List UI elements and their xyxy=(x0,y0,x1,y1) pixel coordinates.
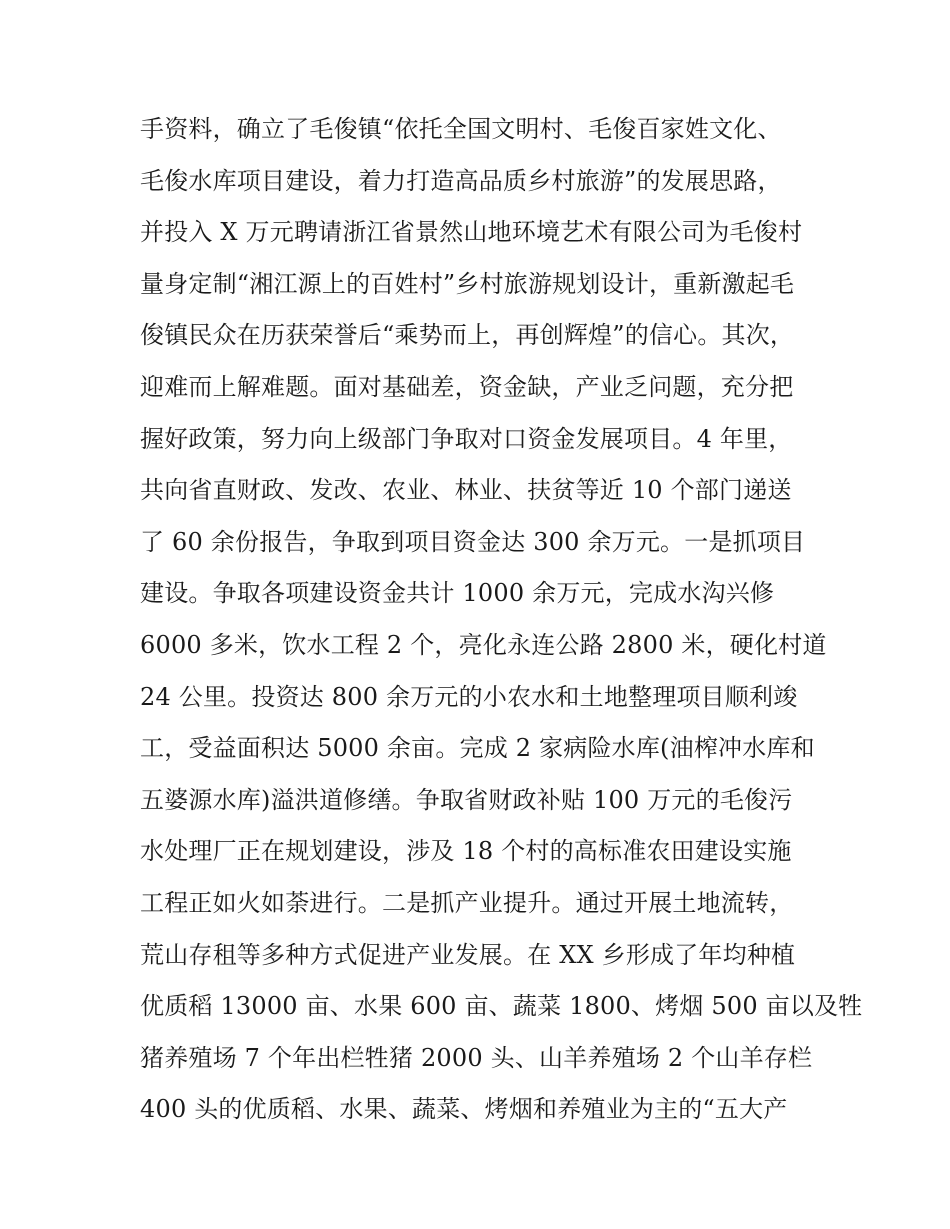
text-line-13: 工，受益面积达 5000 余亩。完成 2 家病险水库(油榨冲水库和 xyxy=(140,734,815,763)
text-line-9: 了 60 余份报告，争取到项目资金达 300 余万元。一是抓项目 xyxy=(140,527,806,556)
text-line-16: 工程正如火如荼进行。二是抓产业提升。通过开展土地流转， xyxy=(140,888,794,917)
text-line-7: 握好政策，努力向上级部门争取对口资金发展项目。4 年里， xyxy=(140,424,793,453)
body-text xyxy=(140,104,863,1136)
text-line-17: 荒山存租等多种方式促进产业发展。在 XX 乡形成了年均种植 xyxy=(140,940,796,969)
text-line-18: 优质稻 13000 亩、水果 600 亩、蔬菜 1800、烤烟 500 亩以及牲 xyxy=(140,992,863,1021)
text-line-8: 共向省直财政、发改、农业、林业、扶贫等近 10 个部门递送 xyxy=(140,476,792,505)
text-line-2: 毛俊水库项目建设，着力打造高品质乡村旅游”的发展思路， xyxy=(140,166,782,195)
text-line-14: 五婆源水库)溢洪道修缮。争取省财政补贴 100 万元的毛俊污 xyxy=(140,785,793,814)
text-line-11: 6000 多米，饮水工程 2 个，亮化永连公路 2800 米，硬化村道 xyxy=(140,630,827,659)
text-line-12: 24 公里。投资达 800 余万元的小农水和土地整理项目顺利竣 xyxy=(140,682,798,711)
text-line-20: 400 头的优质稻、水果、蔬菜、烤烟和养殖业为主的“五大产 xyxy=(140,1095,788,1124)
text-line-19: 猪养殖场 7 个年出栏牲猪 2000 头、山羊养殖场 2 个山羊存栏 xyxy=(140,1043,813,1072)
text-line-15: 水处理厂正在规划建设，涉及 18 个村的高标准农田建设实施 xyxy=(140,837,792,866)
text-line-6: 迎难而上解难题。面对基础差，资金缺，产业乏问题，充分把 xyxy=(140,372,794,401)
text-line-5: 俊镇民众在历获荣誉后“乘势而上，再创辉煌”的信心。其次， xyxy=(140,321,795,350)
text-line-3: 并投入 X 万元聘请浙江省景然山地环境艺术有限公司为毛俊村 xyxy=(140,218,803,247)
text-line-10: 建设。争取各项建设资金共计 1000 余万元，完成水沟兴修 xyxy=(140,579,775,608)
text-line-1: 手资料，确立了毛俊镇“依托全国文明村、毛俊百家姓文化、 xyxy=(140,115,782,143)
text-line-4: 量身定制“湘江源上的百姓村”乡村旅游规划设计，重新激起毛 xyxy=(140,269,795,298)
